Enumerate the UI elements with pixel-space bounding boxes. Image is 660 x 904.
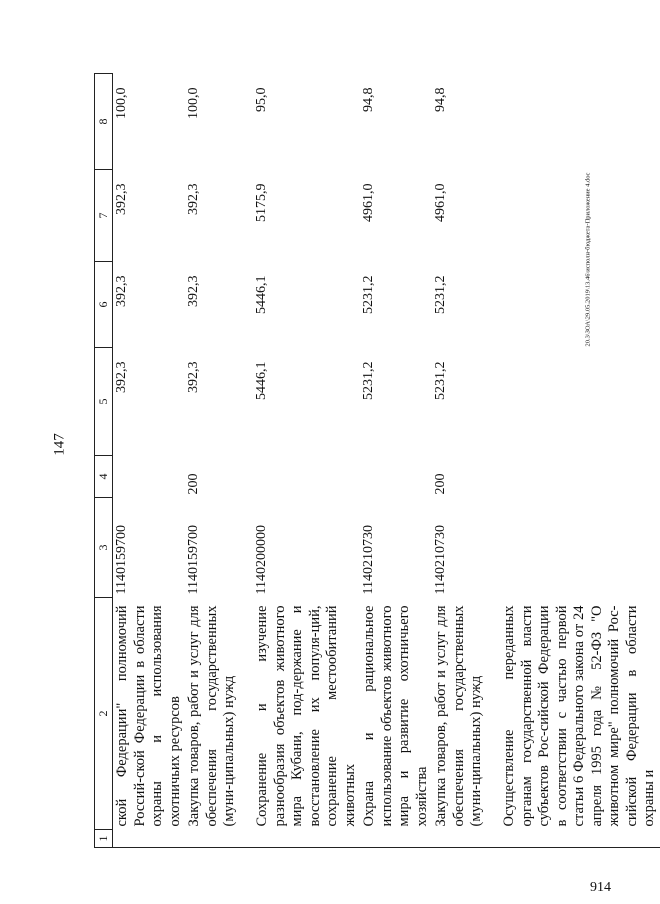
row-description: Осуществление переданных органам государственной власти субъектов Рос-сийской Федерации в соответствии с частью первой статьи 6 Федерального закона от 24 апреля 1995 года № 52-ФЗ "О животном мире" полномочий Рос-сийской Федерации в области охраны и xyxy=(501,605,657,827)
table-row xyxy=(253,74,360,848)
row-value-5: 5231,2 xyxy=(361,361,376,400)
row-value-8: 100,0 xyxy=(186,87,201,119)
row-description: Сохранение и изучение разнообразия объектов животного мира Кубани, под-держание и восстановление их популя-ций, сохранение местообитаний животных xyxy=(254,605,358,827)
header-cell: 5 xyxy=(95,348,113,456)
row-code: 1140210730 xyxy=(433,525,448,595)
row-value-7: 4961,0 xyxy=(361,183,376,222)
empty-cell xyxy=(360,830,432,848)
row-description: Закупка товаров, работ и услуг для обеспечения государственных (муни-ципальных) нужд xyxy=(433,605,484,827)
rotated-table-area xyxy=(94,51,657,848)
budget-table xyxy=(94,73,660,848)
row-value-5: 5446,1 xyxy=(254,361,269,400)
header-row xyxy=(95,74,113,848)
empty-cell xyxy=(113,830,186,848)
header-cell: 8 xyxy=(95,74,113,170)
row-code xyxy=(500,498,660,598)
row-description: Закупка товаров, работ и услуг для обеспечения государственных (муни-ципальных) нужд xyxy=(186,605,237,827)
row-value-5: 5231,2 xyxy=(433,361,448,400)
header-cell: 1 xyxy=(95,830,113,848)
row-expense-type xyxy=(360,456,432,498)
table-row xyxy=(432,74,500,848)
row-value-7: 4961,0 xyxy=(433,183,448,222)
table-row xyxy=(360,74,432,848)
row-value-8: 94,8 xyxy=(361,87,376,112)
header-cell: 2 xyxy=(95,598,113,830)
table-row xyxy=(500,74,660,848)
row-value-5 xyxy=(500,348,660,456)
row-code: 1140159700 xyxy=(186,525,201,595)
row-value-7: 392,3 xyxy=(114,183,129,215)
row-code: 1140159700 xyxy=(114,525,129,595)
row-value-6: 392,3 xyxy=(114,275,129,307)
row-expense-type xyxy=(253,456,360,498)
header-cell: 4 xyxy=(95,456,113,498)
row-value-7 xyxy=(500,170,660,262)
row-value-8 xyxy=(500,74,660,170)
empty-cell xyxy=(185,830,253,848)
row-value-8: 100,0 xyxy=(114,87,129,119)
row-expense-type xyxy=(113,456,186,498)
file-path-footer: 20.3\ЗОА\29.05.2019\13.46\исполн-бюджета-Приложение 4.doc xyxy=(584,172,592,347)
header-cell: 7 xyxy=(95,170,113,262)
header-cell: 3 xyxy=(95,498,113,598)
empty-cell xyxy=(500,830,660,848)
row-value-8: 95,0 xyxy=(254,87,269,112)
row-value-8: 94,8 xyxy=(433,87,448,112)
empty-cell xyxy=(253,830,360,848)
row-value-6: 5231,2 xyxy=(361,275,376,314)
table-row xyxy=(113,74,186,848)
row-description: Охрана и рациональное использование объектов животного мира и развитие охотничьего хозяйства xyxy=(361,605,430,827)
sheet-number: 914 xyxy=(590,880,611,895)
page-number: 147 xyxy=(51,433,68,456)
row-expense-type: 200 xyxy=(433,473,448,495)
row-expense-type xyxy=(500,456,660,498)
header-cell: 6 xyxy=(95,262,113,348)
row-value-6: 392,3 xyxy=(186,275,201,307)
row-code: 1140200000 xyxy=(254,525,269,595)
row-description: ской Федерации" полномочий Россий-ской Федерации в области охраны и использования охотничьих ресурсов xyxy=(114,605,183,827)
row-value-6: 5231,2 xyxy=(433,275,448,314)
empty-cell xyxy=(432,830,500,848)
table-row xyxy=(185,74,253,848)
row-value-7: 5175,9 xyxy=(254,183,269,222)
row-value-5: 392,3 xyxy=(186,361,201,393)
row-code: 1140210730 xyxy=(361,525,376,595)
row-value-6 xyxy=(500,262,660,348)
table-wrapper xyxy=(94,74,657,848)
row-value-6: 5446,1 xyxy=(254,275,269,314)
row-value-7: 392,3 xyxy=(186,183,201,215)
row-expense-type: 200 xyxy=(186,473,201,495)
row-value-5: 392,3 xyxy=(114,361,129,393)
